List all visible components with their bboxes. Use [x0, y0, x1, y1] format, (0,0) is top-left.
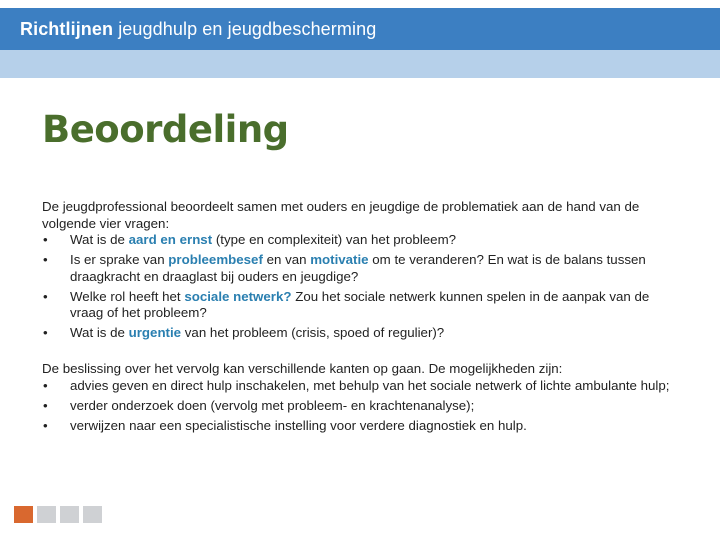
grey-square	[37, 506, 56, 523]
question-text: Welke rol heeft het	[70, 288, 185, 304]
slide-title: Beoordeling	[42, 108, 289, 151]
question-highlight: sociale netwerk?	[184, 288, 292, 304]
accent-square	[14, 506, 33, 523]
header-title-bold: Richtlijnen	[20, 18, 114, 39]
question-highlight: probleembesef	[168, 252, 263, 267]
question-text: Zou het sociale netwerk kunnen spelen in de aanpak van de vraag of het probleem?	[70, 288, 650, 320]
header-bar	[0, 8, 720, 50]
paragraph-gap	[42, 345, 672, 361]
question-item	[42, 232, 672, 249]
question-text: Wat is de	[70, 325, 129, 340]
question-list	[42, 232, 672, 342]
intro-paragraph: De jeugdprofessional beoordeelt samen met ouders en jeugdige de problematiek aan de hand van de volgende vier vragen:	[42, 199, 640, 231]
question-item	[42, 252, 672, 285]
question-text: en van	[262, 252, 311, 267]
question-highlight: motivatie	[310, 252, 369, 267]
question-item	[42, 325, 672, 342]
question-item	[42, 289, 672, 322]
header-subbar	[0, 50, 720, 78]
grey-square	[60, 506, 79, 523]
decision-paragraph: De beslissing over het vervolg kan verschillende kanten op gaan. De mogelijkheden zijn:	[42, 361, 563, 376]
header-title-rest: jeugdhulp en jeugdbescherming	[113, 18, 377, 39]
header-title	[20, 19, 376, 40]
option-item: • verwijzen naar een specialistische instelling voor verdere diagnostiek en hulp.	[42, 418, 672, 435]
question-text: om te veranderen? En wat is de balans tussen draagkracht en draaglast bij ouders en jeugdige?	[70, 252, 646, 284]
option-item: • verder onderzoek doen (vervolg met probleem- en krachtenanalyse);	[42, 398, 672, 415]
option-item: • advies geven en direct hulp inschakelen, met behulp van het sociale netwerk of lichte ambulante hulp;	[42, 378, 672, 395]
question-text: Is er sprake van	[70, 252, 169, 267]
question-highlight: aard en ernst	[128, 232, 213, 247]
question-text: van het probleem (crisis, spoed of regulier)?	[181, 325, 445, 340]
option-list	[42, 378, 672, 435]
footer-squares	[14, 506, 102, 523]
grey-square	[83, 506, 102, 523]
slide-body	[42, 199, 672, 438]
question-text: Wat is de	[70, 232, 129, 247]
question-text: (type en complexiteit) van het probleem?	[212, 232, 457, 247]
question-highlight: urgentie	[128, 325, 182, 340]
